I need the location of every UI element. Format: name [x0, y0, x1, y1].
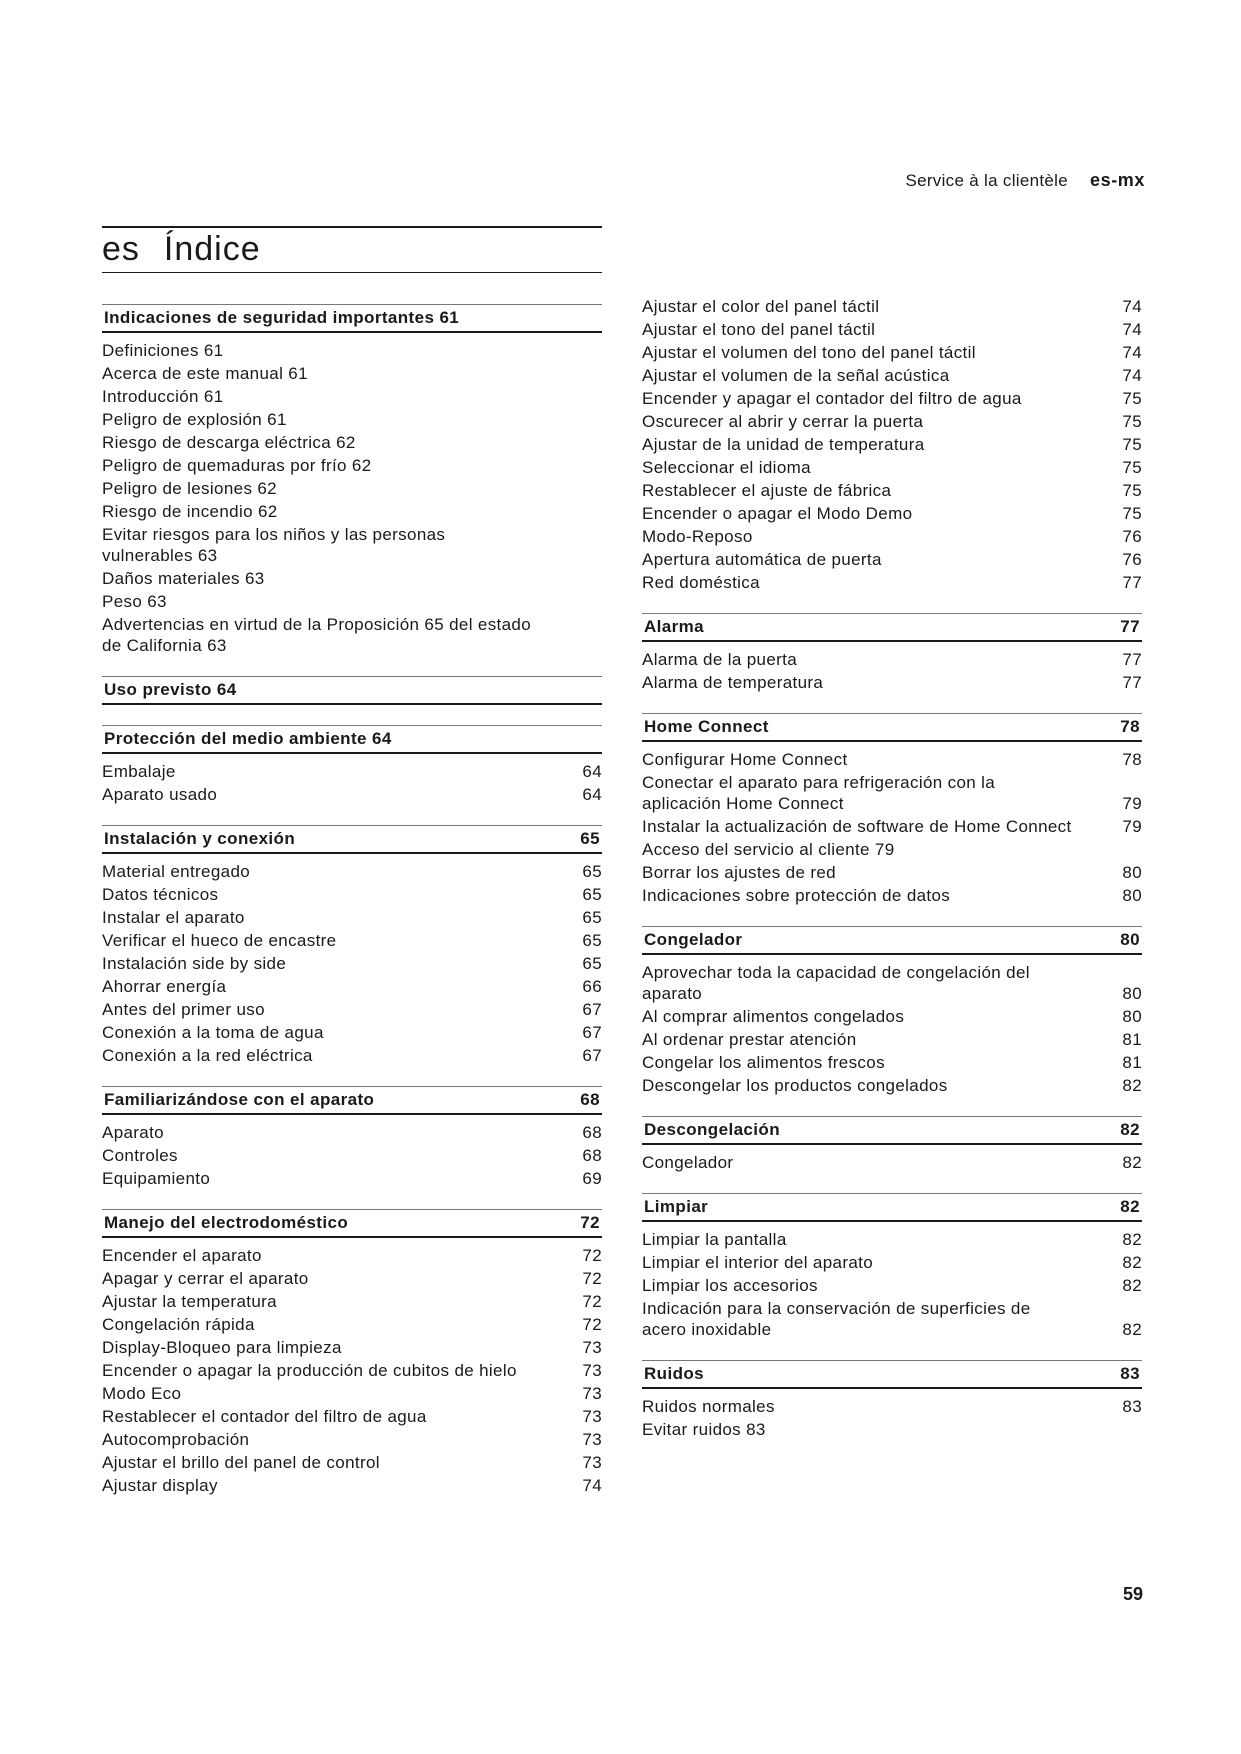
- toc-entry-text: Verificar el hueco de encastre: [102, 931, 337, 950]
- toc-entry[interactable]: [102, 761, 602, 782]
- toc-entry-text: Evitar riesgos para los niños y las personas vulnerables 63: [102, 525, 446, 565]
- running-header: [905, 170, 1145, 191]
- toc-entry[interactable]: [642, 411, 1142, 432]
- toc-entry[interactable]: [642, 1252, 1142, 1273]
- toc-entry[interactable]: [642, 480, 1142, 501]
- toc-entry-page: 66: [582, 977, 602, 996]
- toc-entry[interactable]: [102, 478, 602, 499]
- toc-section-heading-text: Ruidos: [644, 1364, 705, 1383]
- toc-entry-page: 75: [1122, 458, 1142, 477]
- toc-entry[interactable]: [102, 1314, 602, 1335]
- toc-entry[interactable]: [102, 1122, 602, 1143]
- toc-entry-text: Evitar ruidos 83: [642, 1420, 766, 1439]
- toc-entry[interactable]: [102, 976, 602, 997]
- toc-section-heading-page: 83: [1120, 1364, 1140, 1383]
- toc-entry-text: Conexión a la red eléctrica: [102, 1046, 313, 1065]
- toc-section-heading-page: 80: [1120, 930, 1140, 949]
- toc-section-heading-page: 82: [1120, 1120, 1140, 1139]
- toc-entry-text: Aprovechar toda la capacidad de congelación del aparato: [642, 963, 1030, 1003]
- toc-section-heading-text: Manejo del electrodoméstico: [104, 1213, 349, 1232]
- title-language-code: es: [102, 230, 140, 268]
- toc-entry-page: 79: [1122, 794, 1142, 813]
- toc-entry-page: 72: [582, 1246, 602, 1265]
- toc-entry[interactable]: [642, 1275, 1142, 1296]
- toc-entry[interactable]: [102, 1268, 602, 1289]
- toc-entry-text: Ajustar de la unidad de temperatura: [642, 435, 925, 454]
- toc-entry-text: Datos técnicos: [102, 885, 219, 904]
- toc-entry-page: 67: [582, 1023, 602, 1042]
- toc-entry-page: 69: [582, 1169, 602, 1188]
- toc-entry-text: Encender el aparato: [102, 1246, 262, 1265]
- toc-section-heading[interactable]: [102, 825, 602, 854]
- toc-entry-text: Instalar el aparato: [102, 908, 245, 927]
- toc-entry-text: Ajustar display: [102, 1476, 218, 1495]
- toc-entry-page: 73: [582, 1338, 602, 1357]
- toc-entry-page: 64: [582, 762, 602, 781]
- toc-section-heading-text: Uso previsto 64: [104, 680, 237, 699]
- toc-entry-page: 82: [1122, 1276, 1142, 1295]
- toc-entry-page: 79: [1122, 817, 1142, 836]
- toc-section-heading[interactable]: [642, 1116, 1142, 1145]
- toc-entry-page: 75: [1122, 389, 1142, 408]
- toc-entry[interactable]: [642, 962, 1142, 1004]
- toc-section-heading-page: 72: [580, 1213, 600, 1232]
- toc-section-heading-page: 65: [580, 829, 600, 848]
- toc-entry[interactable]: [642, 457, 1142, 478]
- toc-entry-text: Introducción 61: [102, 387, 224, 406]
- toc-entry[interactable]: [642, 1006, 1142, 1027]
- toc-entry[interactable]: [642, 365, 1142, 386]
- toc-entry[interactable]: [102, 1337, 602, 1358]
- toc-entry-page: 82: [1122, 1253, 1142, 1272]
- toc-entry[interactable]: [642, 1075, 1142, 1096]
- toc-entry-text: Ajustar el tono del panel táctil: [642, 320, 876, 339]
- page-title: [102, 228, 602, 266]
- toc-entry[interactable]: [642, 1229, 1142, 1250]
- toc-section: [102, 725, 602, 805]
- toc-entry-page: 74: [1122, 366, 1142, 385]
- toc-entry[interactable]: [102, 1360, 602, 1381]
- toc-entry-page: 83: [1122, 1397, 1142, 1416]
- toc-section: [642, 613, 1142, 693]
- toc-entry[interactable]: [102, 884, 602, 905]
- toc-entry[interactable]: [642, 839, 1142, 860]
- toc-entry-page: 77: [1122, 650, 1142, 669]
- toc-entry-text: Ajustar el color del panel táctil: [642, 297, 880, 316]
- toc-entry[interactable]: [102, 861, 602, 882]
- toc-section-heading-page: 78: [1120, 717, 1140, 736]
- toc-entry-text: Encender y apagar el contador del filtro de agua: [642, 389, 1022, 408]
- title-text: Índice: [163, 230, 261, 268]
- toc-entry-page: 72: [582, 1315, 602, 1334]
- toc-section: [102, 1209, 602, 1496]
- toc-entry-text: Peligro de lesiones 62: [102, 479, 277, 498]
- toc-entry[interactable]: [102, 1406, 602, 1427]
- toc-entry[interactable]: [102, 568, 602, 589]
- toc-entry-text: Material entregado: [102, 862, 251, 881]
- toc-entry-text: Restablecer el contador del filtro de agua: [102, 1407, 427, 1426]
- toc-section: [642, 926, 1142, 1096]
- toc-section-heading[interactable]: [102, 725, 602, 754]
- toc-section-heading-text: Protección del medio ambiente 64: [104, 729, 392, 748]
- toc-section-heading[interactable]: [642, 926, 1142, 955]
- toc-entry-text: Ajustar el volumen del tono del panel táctil: [642, 343, 976, 362]
- toc-entry[interactable]: [102, 1452, 602, 1473]
- toc-entry-page: 73: [582, 1407, 602, 1426]
- toc-entry-text: Limpiar los accesorios: [642, 1276, 818, 1295]
- toc-entry-page: 72: [582, 1292, 602, 1311]
- toc-entry-text: Congelar los alimentos frescos: [642, 1053, 885, 1072]
- toc-section: [102, 304, 602, 656]
- toc-entry-text: Encender o apagar el Modo Demo: [642, 504, 913, 523]
- toc-entry-text: Conectar el aparato para refrigeración con la aplicación Home Connect: [642, 773, 996, 813]
- toc-entry-text: Acceso del servicio al cliente 79: [642, 840, 895, 859]
- toc-entry[interactable]: [642, 862, 1142, 883]
- toc-entry-text: Oscurecer al abrir y cerrar la puerta: [642, 412, 924, 431]
- toc-entry[interactable]: [642, 772, 1142, 814]
- toc-entry[interactable]: [642, 434, 1142, 455]
- toc-entry-page: 80: [1122, 886, 1142, 905]
- toc-entry-text: Congelador: [642, 1153, 734, 1172]
- toc-entry[interactable]: [102, 999, 602, 1020]
- toc-entry-page: 80: [1122, 863, 1142, 882]
- toc-section: [102, 825, 602, 1066]
- toc-entry-text: Borrar los ajustes de red: [642, 863, 836, 882]
- toc-entry[interactable]: [102, 1429, 602, 1450]
- toc-entry-page: 81: [1122, 1030, 1142, 1049]
- toc-entry-text: Definiciones 61: [102, 341, 224, 360]
- toc-entry-text: Conexión a la toma de agua: [102, 1023, 324, 1042]
- toc-entry-text: Instalación side by side: [102, 954, 287, 973]
- toc-entry[interactable]: [102, 501, 602, 522]
- toc-entry-text: Alarma de temperatura: [642, 673, 824, 692]
- toc-entry-page: 75: [1122, 481, 1142, 500]
- toc-section-heading[interactable]: [102, 1086, 602, 1115]
- toc-entry-text: Antes del primer uso: [102, 1000, 265, 1019]
- toc-entry[interactable]: [642, 749, 1142, 770]
- toc-entry-page: 74: [1122, 320, 1142, 339]
- toc-entry[interactable]: [642, 1052, 1142, 1073]
- toc-entry-text: Al ordenar prestar atención: [642, 1030, 857, 1049]
- toc-entry-text: Daños materiales 63: [102, 569, 265, 588]
- toc-entry-page: 65: [582, 885, 602, 904]
- toc-entry-text: Autocomprobación: [102, 1430, 250, 1449]
- toc-entry-text: Congelación rápida: [102, 1315, 255, 1334]
- toc-section: [642, 1193, 1142, 1340]
- toc-entry-page: 64: [582, 785, 602, 804]
- toc-entry-page: 68: [582, 1123, 602, 1142]
- toc-entry[interactable]: [642, 1029, 1142, 1050]
- toc-entry-text: Apagar y cerrar el aparato: [102, 1269, 309, 1288]
- toc-entry-text: Seleccionar el idioma: [642, 458, 811, 477]
- toc-entry[interactable]: [642, 672, 1142, 693]
- toc-entry[interactable]: [642, 572, 1142, 593]
- toc-entry-page: 78: [1122, 750, 1142, 769]
- toc-entry[interactable]: [642, 503, 1142, 524]
- toc-section-heading-text: Indicaciones de seguridad importantes 61: [104, 308, 460, 327]
- toc-entry[interactable]: [102, 524, 602, 566]
- toc-section-heading-text: Congelador: [644, 930, 743, 949]
- toc-entry[interactable]: [102, 1245, 602, 1266]
- toc-entry-text: Ajustar el volumen de la señal acústica: [642, 366, 950, 385]
- toc-entry[interactable]: [102, 1145, 602, 1166]
- toc-section-heading-text: Descongelación: [644, 1120, 780, 1139]
- toc-entry[interactable]: [642, 1396, 1142, 1417]
- toc-entry[interactable]: [102, 614, 602, 656]
- toc-entry[interactable]: [102, 930, 602, 951]
- toc-entry-text: Restablecer el ajuste de fábrica: [642, 481, 892, 500]
- toc-entry[interactable]: [642, 885, 1142, 906]
- toc-entry[interactable]: [102, 953, 602, 974]
- toc-entry-text: Peso 63: [102, 592, 167, 611]
- toc-entry[interactable]: [642, 319, 1142, 340]
- toc-section-heading-page: 77: [1120, 617, 1140, 636]
- toc-entry-text: Riesgo de incendio 62: [102, 502, 278, 521]
- toc-entry-page: 80: [1122, 1007, 1142, 1026]
- toc-entry[interactable]: [102, 455, 602, 476]
- toc-entry[interactable]: [642, 1419, 1142, 1440]
- toc-entry[interactable]: [102, 1291, 602, 1312]
- toc-entry-text: Modo Eco: [102, 1384, 182, 1403]
- toc-entry-page: 72: [582, 1269, 602, 1288]
- toc-entry-page: 77: [1122, 573, 1142, 592]
- header-section-title: Service à la clientèle: [905, 171, 1068, 190]
- toc-entry-page: 65: [582, 931, 602, 950]
- toc-section-heading[interactable]: [102, 1209, 602, 1238]
- toc-entry-text: Peligro de explosión 61: [102, 410, 287, 429]
- toc-entry[interactable]: [102, 363, 602, 384]
- toc-section-heading[interactable]: [642, 613, 1142, 642]
- toc-section: [102, 1086, 602, 1189]
- toc-entry[interactable]: [642, 388, 1142, 409]
- toc-section: [642, 1360, 1142, 1440]
- toc-entry[interactable]: [642, 1298, 1142, 1340]
- toc-entry-page: 68: [582, 1146, 602, 1165]
- toc-entry-page: 75: [1122, 412, 1142, 431]
- toc-entry-text: Ajustar el brillo del panel de control: [102, 1453, 380, 1472]
- toc-entry-page: 73: [582, 1361, 602, 1380]
- toc-entry-page: 73: [582, 1430, 602, 1449]
- page-number: 59: [1122, 1584, 1143, 1604]
- toc-section-heading[interactable]: [102, 676, 602, 705]
- toc-entry[interactable]: [102, 784, 602, 805]
- toc-entry-page: 75: [1122, 435, 1142, 454]
- toc-title-block: [102, 226, 602, 273]
- toc-entry-page: 65: [582, 862, 602, 881]
- toc-entry-text: Limpiar el interior del aparato: [642, 1253, 874, 1272]
- toc-entry[interactable]: [102, 1383, 602, 1404]
- toc-entry-text: Equipamiento: [102, 1169, 211, 1188]
- toc-entry-text: Aparato usado: [102, 785, 218, 804]
- toc-section-heading-page: 68: [580, 1090, 600, 1109]
- toc-entry[interactable]: [102, 1475, 602, 1496]
- toc-entry[interactable]: [102, 1168, 602, 1189]
- toc-entry[interactable]: [642, 649, 1142, 670]
- toc-section-heading[interactable]: [102, 304, 602, 333]
- toc-entry-text: Acerca de este manual 61: [102, 364, 308, 383]
- toc-entry-page: 73: [582, 1384, 602, 1403]
- toc-entry-text: Alarma de la puerta: [642, 650, 798, 669]
- toc-entry-page: 76: [1122, 527, 1142, 546]
- toc-entry-text: Ahorrar energía: [102, 977, 227, 996]
- toc-entry-text: Al comprar alimentos congelados: [642, 1007, 905, 1026]
- toc-entry-page: 82: [1122, 1320, 1142, 1339]
- toc-entry-text: Peligro de quemaduras por frío 62: [102, 456, 372, 475]
- toc-entry-page: 75: [1122, 504, 1142, 523]
- toc-section-heading[interactable]: [642, 713, 1142, 742]
- toc-entry-page: 74: [1122, 343, 1142, 362]
- toc-entry[interactable]: [642, 342, 1142, 363]
- toc-entry-text: Instalar la actualización de software de Home Connect: [642, 817, 1072, 836]
- toc-section-heading-text: Home Connect: [644, 717, 769, 736]
- toc-entry-page: 77: [1122, 673, 1142, 692]
- toc-entry[interactable]: [642, 549, 1142, 570]
- toc-right-column: [642, 296, 1142, 1460]
- toc-section-heading[interactable]: [642, 1193, 1142, 1222]
- toc-entry-text: Riesgo de descarga eléctrica 62: [102, 433, 356, 452]
- header-language-code: es-mx: [1089, 170, 1145, 190]
- toc-entry-text: Ajustar la temperatura: [102, 1292, 277, 1311]
- toc-entry-page: 65: [582, 908, 602, 927]
- toc-section-heading[interactable]: [642, 1360, 1142, 1389]
- toc-entry-text: Advertencias en virtud de la Proposición 65 del estado de California 63: [102, 615, 532, 655]
- toc-entry-text: Ruidos normales: [642, 1397, 775, 1416]
- toc-entry-page: 82: [1122, 1076, 1142, 1095]
- toc-entry-page: 67: [582, 1046, 602, 1065]
- toc-entry-text: Modo-Reposo: [642, 527, 753, 546]
- toc-entry-text: Apertura automática de puerta: [642, 550, 882, 569]
- toc-section-continued: [642, 296, 1142, 593]
- toc-entry[interactable]: [642, 526, 1142, 547]
- toc-entry[interactable]: [102, 907, 602, 928]
- toc-entry-page: 76: [1122, 550, 1142, 569]
- toc-section-heading-text: Alarma: [644, 617, 705, 636]
- toc-entry-page: 74: [582, 1476, 602, 1495]
- toc-entry-page: 67: [582, 1000, 602, 1019]
- toc-section: [642, 713, 1142, 906]
- toc-entry-text: Limpiar la pantalla: [642, 1230, 787, 1249]
- toc-entry[interactable]: [102, 409, 602, 430]
- toc-entry[interactable]: [102, 591, 602, 612]
- toc-entry[interactable]: [102, 386, 602, 407]
- toc-entry-page: 73: [582, 1453, 602, 1472]
- toc-entry[interactable]: [642, 1152, 1142, 1173]
- toc-entry[interactable]: [642, 816, 1142, 837]
- toc-entry-page: 65: [582, 954, 602, 973]
- toc-entry-page: 82: [1122, 1153, 1142, 1172]
- toc-left-column: [102, 304, 602, 1516]
- toc-entry[interactable]: [102, 1022, 602, 1043]
- toc-section: [642, 1116, 1142, 1173]
- toc-entry-text: Aparato: [102, 1123, 164, 1142]
- toc-entry-text: Indicación para la conservación de superficies de acero inoxidable: [642, 1299, 1031, 1339]
- toc-entry-page: 82: [1122, 1230, 1142, 1249]
- toc-entry-page: 81: [1122, 1053, 1142, 1072]
- toc-entry-text: Encender o apagar la producción de cubitos de hielo: [102, 1361, 517, 1380]
- toc-entry[interactable]: [102, 1045, 602, 1066]
- toc-entry-text: Controles: [102, 1146, 178, 1165]
- toc-entry[interactable]: [642, 296, 1142, 317]
- toc-section-heading-page: 82: [1120, 1197, 1140, 1216]
- toc-entry-text: Descongelar los productos congelados: [642, 1076, 948, 1095]
- toc-section-heading-text: Limpiar: [644, 1197, 709, 1216]
- toc-section-heading-text: Instalación y conexión: [104, 829, 296, 848]
- toc-entry-text: Display-Bloqueo para limpieza: [102, 1338, 342, 1357]
- toc-entry[interactable]: [102, 432, 602, 453]
- toc-section-heading-text: Familiarizándose con el aparato: [104, 1090, 375, 1109]
- toc-section: [102, 676, 602, 705]
- toc-entry-text: Indicaciones sobre protección de datos: [642, 886, 951, 905]
- toc-entry-text: Red doméstica: [642, 573, 760, 592]
- toc-entry-page: 74: [1122, 297, 1142, 316]
- toc-entry-text: Configurar Home Connect: [642, 750, 848, 769]
- toc-entry-text: Embalaje: [102, 762, 176, 781]
- toc-entry-page: 80: [1122, 984, 1142, 1003]
- toc-entry[interactable]: [102, 340, 602, 361]
